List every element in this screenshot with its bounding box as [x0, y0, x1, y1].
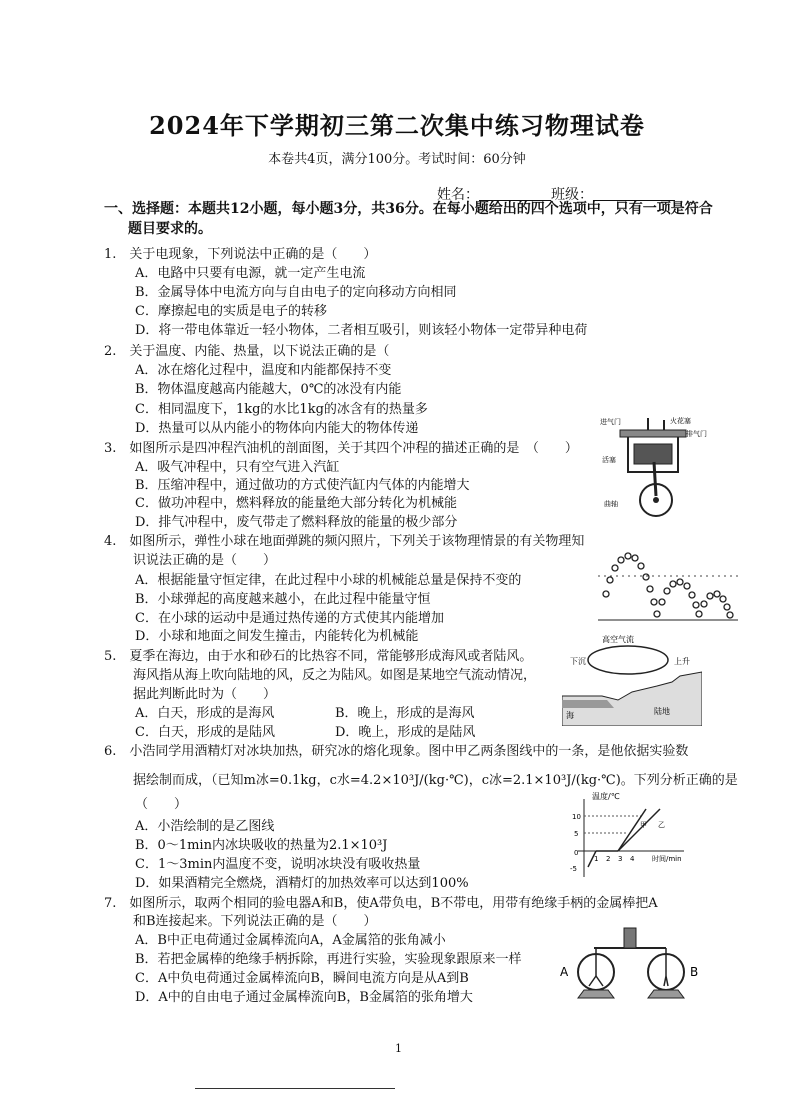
q5-option-a: A．白天，形成的是海风 — [135, 706, 275, 721]
name-label: 姓名： — [437, 187, 479, 203]
temperature-graph — [566, 791, 690, 883]
question-4: 4. 如图所示，弹性小球在地面弹跳的频闪照片，下列关于该物理情景的有关物理知 — [104, 534, 585, 549]
engine-figure — [600, 414, 710, 522]
question-3: 3. 如图所示是四冲程汽油机的剖面图，关于其四个冲程的描述正确的是 （ ） — [104, 441, 578, 456]
graph-x-tick-1: 1 — [594, 855, 599, 863]
question-6-cont2: （ ） — [135, 797, 188, 812]
engine-label-piston: 活塞 — [602, 456, 616, 464]
q5-option-d: D．晚上，形成的是陆风 — [335, 725, 476, 740]
name-blank[interactable] — [479, 188, 551, 201]
question-5: 5. 夏季在海边，由于水和砂石的比热容不同，常能够形成海风或者陆风。 — [104, 649, 533, 664]
q7-option-b: B．若把金属棒的绝缘手柄拆除，再进行实验，实验现象跟原来一样 — [135, 952, 522, 967]
graph-y-tick-5: 5 — [574, 830, 579, 838]
graph-line-label-jia: 甲 — [640, 821, 647, 829]
class-label: 班级： — [551, 187, 593, 203]
q1-option-b: B．金属导体中电流方向与自由电子的定向移动方向相同 — [135, 285, 457, 300]
wind-label-sea: 海 — [566, 711, 574, 720]
q3-option-d: D．排气冲程中，废气带走了燃料释放的能量的极少部分 — [135, 515, 458, 530]
question-7: 7. 如图所示，取两个相同的验电器A和B，使A带负电，B不带电，用带有绝缘手柄的金属棒把A — [104, 896, 658, 911]
footer-divider — [195, 1088, 395, 1089]
wind-label-upper-air: 高空气流 — [602, 635, 634, 644]
q4-option-c: C．在小球的运动中是通过热传递的方式使其内能增加 — [135, 611, 444, 626]
section-heading-cont: 题目要求的。 — [128, 221, 212, 237]
page-number: 1 — [395, 1042, 402, 1055]
graph-x-tick-3: 3 — [618, 855, 623, 863]
question-1: 1. 关于电现象，下列说法中正确的是（ ） — [104, 247, 377, 262]
electroscope-label-a: A — [560, 965, 569, 979]
q6-option-d: D．如果酒精完全燃烧，酒精灯的加热效率可以达到100% — [135, 876, 469, 891]
q7-option-d: D．A中的自由电子通过金属棒流向B，B金属箔的张角增大 — [135, 990, 473, 1005]
exam-info: 本卷共4页，满分100分。考试时间：60分钟 — [268, 152, 526, 167]
q2-option-d: D．热量可以从内能小的物体向内能大的物体传递 — [135, 421, 419, 436]
q2-option-b: B．物体温度越高内能越大，0℃的冰没有内能 — [135, 382, 402, 397]
question-5-cont2: 据此判断此时为（ ） — [133, 687, 277, 702]
q4-option-d: D．小球和地面之间发生撞击，内能转化为机械能 — [135, 629, 419, 644]
q2-option-a: A．冰在熔化过程中，温度和内能都保持不变 — [135, 363, 392, 378]
q5-option-b: B．晚上，形成的是海风 — [335, 706, 475, 721]
wind-label-sink: 下沉 — [570, 657, 586, 666]
engine-label-intake: 进气门 — [600, 418, 621, 426]
page-title: 2024年下学期初三第二次集中练习物理试卷 — [149, 111, 645, 140]
q3-option-b: B．压缩冲程中，通过做功的方式使汽缸内气体的内能增大 — [135, 478, 470, 493]
q1-option-c: C．摩擦起电的实质是电子的转移 — [135, 304, 327, 319]
electroscope-label-b: B — [690, 965, 699, 979]
q7-option-c: C．A中负电荷通过金属棒流向B，瞬间电流方向是从A到B — [135, 971, 469, 986]
graph-x-tick-4: 4 — [630, 855, 635, 863]
engine-label-exhaust: 排气门 — [686, 430, 707, 438]
question-6: 6. 小浩同学用酒精灯对冰块加热，研究冰的熔化现象。图中甲乙两条图线中的一条，是他依据实验数 — [104, 744, 689, 759]
graph-y-tick-neg5: -5 — [570, 865, 577, 873]
q1-option-a: A．电路中只要有电源，就一定产生电流 — [135, 266, 366, 281]
q2-option-c: C．相同温度下，1kg的水比1kg的冰含有的热量多 — [135, 402, 428, 417]
graph-line-label-yi: 乙 — [658, 821, 665, 829]
class-blank[interactable] — [593, 188, 675, 201]
engine-label-sparkplug: 火花塞 — [670, 417, 691, 425]
bouncing-ball-figure — [598, 540, 738, 632]
q6-option-c: C．1～3min内温度不变，说明冰块没有吸收热量 — [135, 857, 421, 872]
sea-wind-figure — [562, 630, 702, 726]
graph-x-tick-2: 2 — [606, 855, 611, 863]
question-4-cont: 识说法正确的是（ ） — [133, 553, 277, 568]
graph-x-label: 时间/min — [652, 855, 682, 863]
question-7-cont: 和B连接起来。下列说法正确的是（ ） — [133, 914, 377, 929]
wind-label-land: 陆地 — [654, 707, 670, 716]
graph-y-tick-10: 10 — [572, 813, 581, 821]
q5-option-c: C．白天，形成的是陆风 — [135, 725, 275, 740]
q7-option-a: A．B中正电荷通过金属棒流向A，A金属箔的张角减小 — [135, 933, 446, 948]
question-6-cont1: 据绘制而成，（已知m冰=0.1kg，c水=4.2×10³J/(kg·℃)，c冰=2.1×10³J/(kg·℃)。下列分析正确的是 — [133, 773, 738, 788]
q4-option-a: A．根据能量守恒定律，在此过程中小球的机械能总量是保持不变的 — [135, 573, 522, 588]
q1-option-d: D．将一带电体靠近一轻小物体，二者相互吸引，则该轻小物体一定带异种电荷 — [135, 323, 588, 338]
question-5-cont1: 海风指从海上吹向陆地的风，反之为陆风。如图是某地空气流动情况， — [133, 668, 537, 683]
q3-option-c: C．做功冲程中，燃料释放的能量绝大部分转化为机械能 — [135, 496, 457, 511]
engine-label-crankshaft: 曲轴 — [604, 500, 618, 508]
graph-y-tick-0: 0 — [574, 849, 579, 857]
q4-option-b: B．小球弹起的高度越来越小，在此过程中能量守恒 — [135, 592, 431, 607]
question-2: 2. 关于温度、内能、热量，以下说法正确的是（ — [104, 344, 390, 359]
q3-option-a: A．吸气冲程中，只有空气进入汽缸 — [135, 460, 340, 475]
q6-option-b: B．0～1min内冰块吸收的热量为2.1×10³J — [135, 838, 388, 853]
q6-option-a: A．小浩绘制的是乙图线 — [135, 819, 275, 834]
wind-label-rise: 上升 — [674, 657, 690, 666]
section-heading: 一、选择题：本题共12小题，每小题3分，共36分。在每小题给出的四个选项中，只有一项是符合 — [104, 201, 713, 217]
graph-y-label: 温度/℃ — [592, 792, 620, 801]
electroscope-figure — [558, 920, 708, 1008]
